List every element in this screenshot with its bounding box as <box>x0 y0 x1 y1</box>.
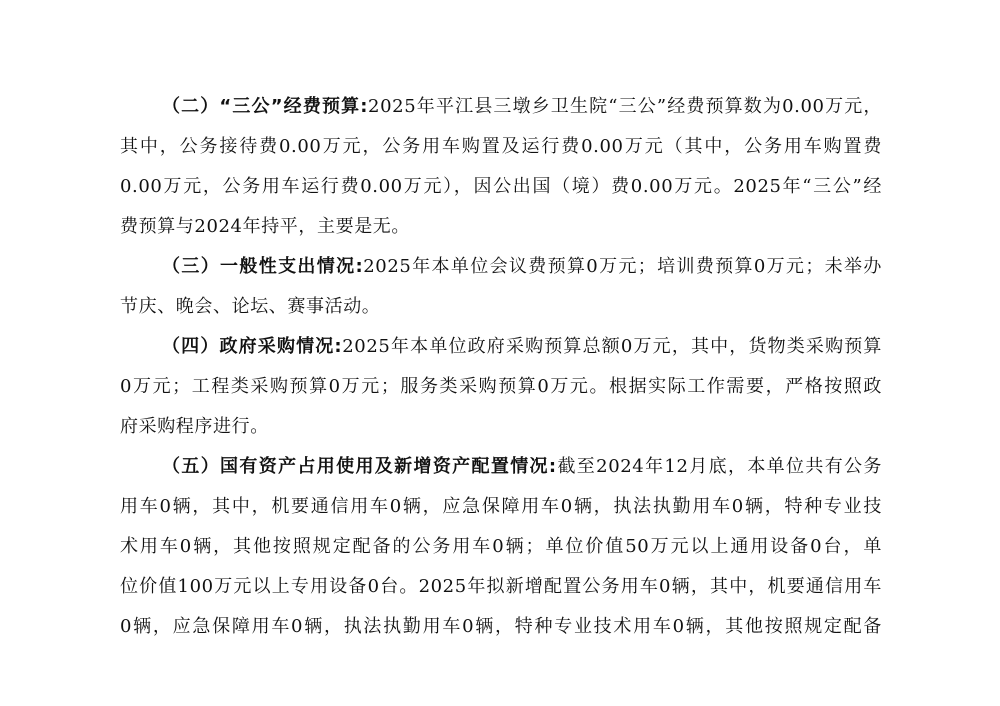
text-assets-4: 位价值100万元以上专用设备0台。2025年拟新增配置公务用车0辆，其中，机要通信用车 <box>120 576 882 597</box>
paragraph-assets-line-4 <box>120 575 882 599</box>
paragraph-general-line-1 <box>120 255 882 279</box>
paragraph-assets-line-3 <box>120 535 882 559</box>
text-assets-5: 0辆，应急保障用车0辆，执法执勤用车0辆，特种专业技术用车0辆，其他按照规定配备 <box>120 616 882 637</box>
paragraph-assets-line-1 <box>120 455 882 479</box>
paragraph-sangong-line-4 <box>120 215 882 239</box>
paragraph-procurement-line-1 <box>120 335 882 359</box>
heading-general: （三）一般性支出情况: <box>162 256 364 277</box>
text-sangong-2: 其中，公务接待费0.00万元，公务用车购置及运行费0.00万元（其中，公务用车购置费 <box>120 136 882 157</box>
text-sangong-3: 0.00万元，公务用车运行费0.00万元），因公出国（境）费0.00万元。2025年“三公”经 <box>120 176 882 197</box>
text-assets-3: 术用车0辆，其他按照规定配备的公务用车0辆；单位价值50万元以上通用设备0台，单 <box>120 536 882 557</box>
text-sangong-4: 费预算与2024年持平，主要是无。 <box>120 216 411 237</box>
paragraph-assets-line-2 <box>120 495 882 519</box>
heading-assets: （五）国有资产占用使用及新增资产配置情况: <box>162 456 557 477</box>
paragraph-procurement-line-2 <box>120 375 882 399</box>
paragraph-general-line-2 <box>120 295 882 319</box>
paragraph-sangong-line-3 <box>120 175 882 199</box>
paragraph-sangong-line-1 <box>120 95 882 119</box>
text-sangong-1: 2025年平江县三墩乡卫生院“三公”经费预算数为0.00万元， <box>368 96 882 117</box>
text-procurement-2: 0万元；工程类采购预算0万元；服务类采购预算0万元。根据实际工作需要，严格按照政 <box>120 376 882 397</box>
text-general-1: 2025年本单位会议费预算0万元；培训费预算0万元；未举办 <box>363 256 882 277</box>
text-assets-1: 截至2024年12月底，本单位共有公务 <box>556 456 882 477</box>
paragraph-assets-line-5 <box>120 615 882 639</box>
paragraph-procurement-line-3 <box>120 415 882 439</box>
heading-procurement: （四）政府采购情况: <box>162 336 343 357</box>
heading-sangong: （二）“三公”经费预算: <box>162 96 369 117</box>
text-procurement-3: 府采购程序进行。 <box>120 416 269 437</box>
text-assets-2: 用车0辆，其中，机要通信用车0辆，应急保障用车0辆，执法执勤用车0辆，特种专业技 <box>120 496 882 517</box>
text-general-2: 节庆、晚会、论坛、赛事活动。 <box>120 296 381 317</box>
text-procurement-1: 2025年本单位政府采购预算总额0万元，其中，货物类采购预算 <box>342 336 882 357</box>
paragraph-sangong-line-2 <box>120 135 882 159</box>
